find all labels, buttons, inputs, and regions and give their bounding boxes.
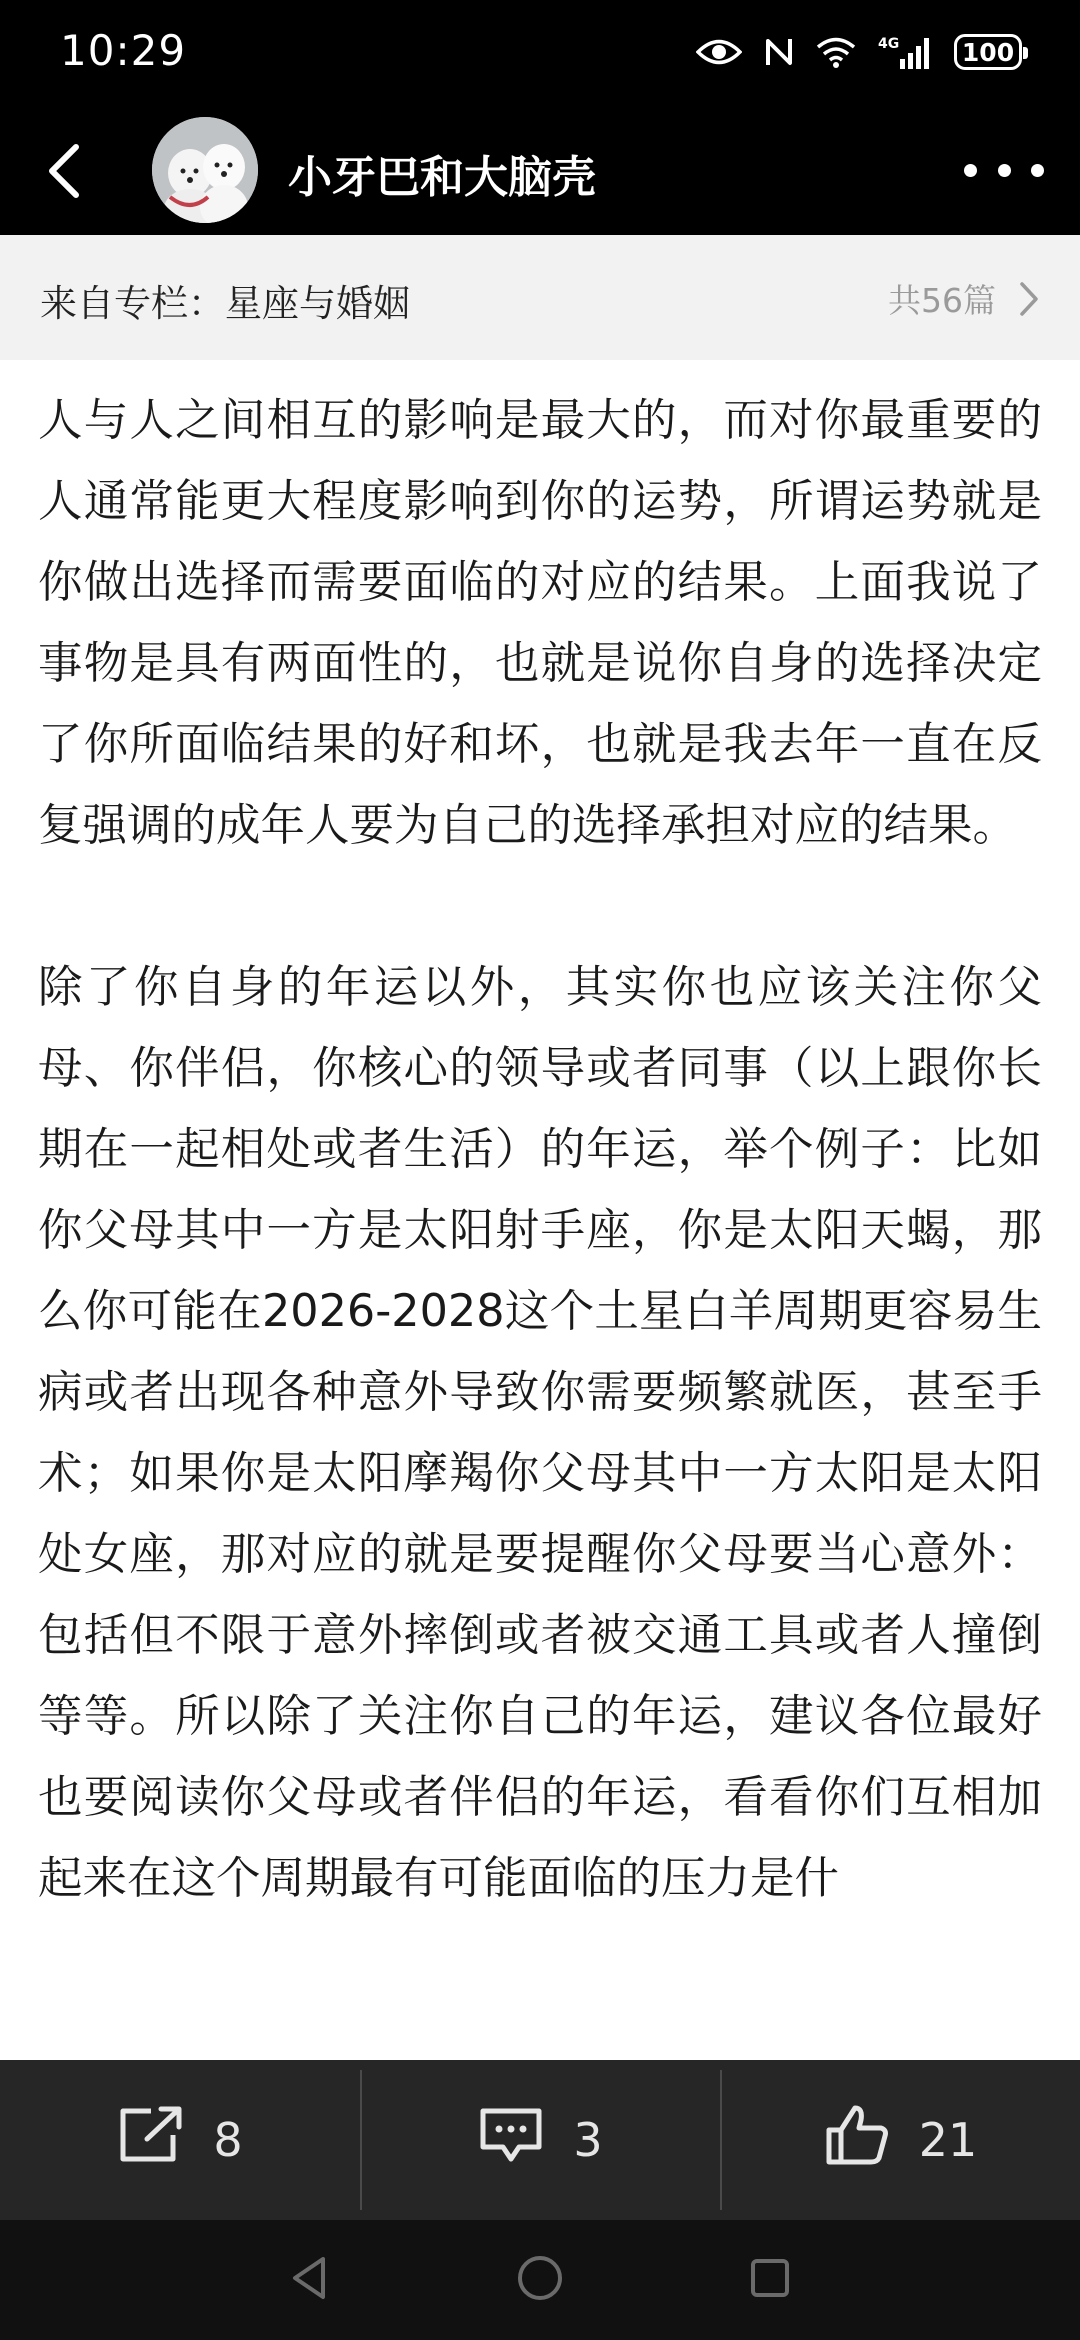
signal-icon bbox=[878, 35, 932, 69]
share-icon bbox=[117, 2105, 185, 2176]
nav-recents-icon[interactable] bbox=[745, 2253, 795, 2307]
eye-icon bbox=[696, 37, 742, 67]
system-nav-bar bbox=[0, 2220, 1080, 2340]
more-dots-icon[interactable] bbox=[964, 145, 1044, 195]
comment-button[interactable] bbox=[360, 2060, 720, 2220]
nav-back-icon[interactable] bbox=[285, 2253, 335, 2307]
chevron-right-icon bbox=[1016, 280, 1042, 318]
comment-icon bbox=[477, 2105, 545, 2176]
status-time: 10:29 bbox=[60, 26, 187, 75]
share-button[interactable] bbox=[0, 2060, 360, 2220]
battery-icon bbox=[954, 34, 1022, 70]
avatar[interactable] bbox=[152, 117, 258, 223]
battery-level: 100 bbox=[961, 37, 1015, 67]
article-body bbox=[38, 380, 1042, 1919]
column-count: 共56篇 bbox=[888, 281, 996, 320]
like-button[interactable] bbox=[720, 2060, 1080, 2220]
nav-home-icon[interactable] bbox=[515, 2253, 565, 2307]
like-count: 21 bbox=[918, 2113, 978, 2167]
back-arrow-icon[interactable] bbox=[36, 139, 100, 203]
like-icon bbox=[823, 2104, 891, 2177]
article-paragraph: 除了你自身的年运以外，其实你也应该关注你父母、你伴侣，你核心的领导或者同事（以上跟你长期在一起相处或者生活）的年运，举个例子：比如你父母其中一方是太阳射手座，你是太阳天蝎，那么你可能在2026-2028这个土星白羊周期更容易生病或者出现各种意外导致你需要频繁就医，甚至手术；如果你是太阳摩羯你父母其中一方太阳是太阳处女座，那对应的就是要提醒你父母要当心意外：包括但不限于意外摔倒或者被交通工具或者人撞倒等等。所以除了关注你自己的年运，建议各位最好也要阅读你父母或者伴侣的年运，看看你们互相加起来在这个周期最有可能面临的压力是什 bbox=[38, 962, 1042, 1904]
column-label: 来自专栏：星座与婚姻 bbox=[40, 282, 410, 325]
column-link[interactable] bbox=[0, 235, 1080, 360]
svg-text:4G: 4G bbox=[878, 36, 900, 52]
status-icons bbox=[696, 28, 1022, 76]
article-paragraph: 人与人之间相互的影响是最大的，而对你最重要的人通常能更大程度影响到你的运势，所谓运势就是你做出选择而需要面临的对应的结果。上面我说了事物是具有两面性的，也就是说你自身的选择决定了你所面临结果的好和坏，也就是我去年一直在反复强调的成年人要为自己的选择承担对应的结果。 bbox=[38, 395, 1042, 851]
action-bar bbox=[0, 2060, 1080, 2220]
share-count: 8 bbox=[213, 2113, 243, 2167]
paragraph-spacer bbox=[38, 866, 1042, 947]
page-title[interactable]: 小牙巴和大脑壳 bbox=[288, 152, 596, 203]
nfc-icon bbox=[764, 35, 794, 69]
status-bar bbox=[0, 0, 1080, 105]
app-header bbox=[0, 105, 1080, 235]
comment-count: 3 bbox=[573, 2113, 603, 2167]
wifi-icon bbox=[816, 36, 856, 68]
